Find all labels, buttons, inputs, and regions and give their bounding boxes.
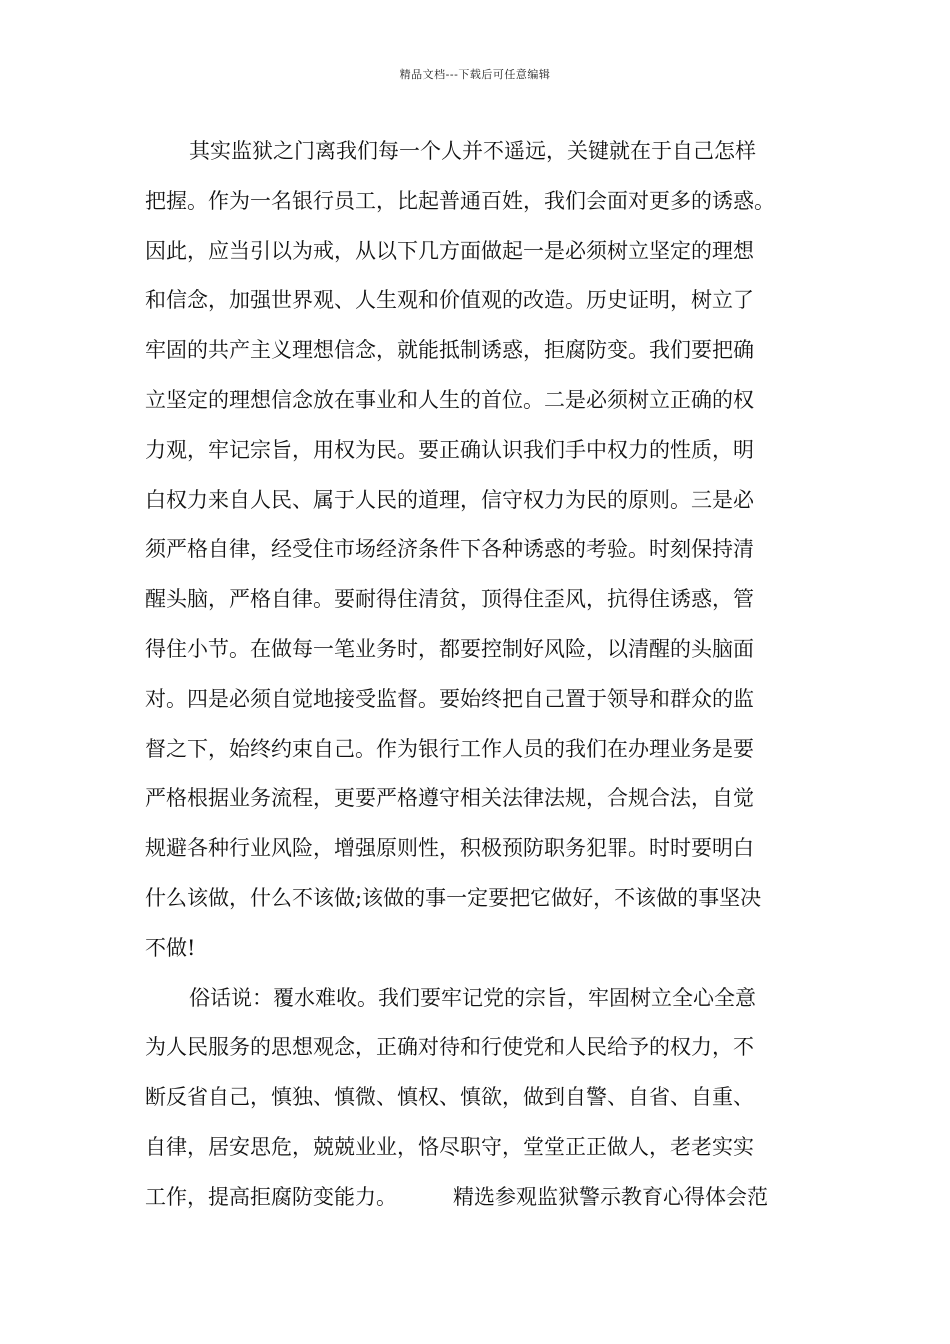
text-line: 断反省自己，慎独、慎微、慎权、慎欲，做到自警、自省、自重、 [145,1085,754,1110]
text-line: 醒头脑，严格自律。要耐得住清贫，顶得住歪风，抗得住诱惑，管 [145,587,754,612]
text-line: 督之下，始终约束自己。作为银行工作人员的我们在办理业务是要 [145,736,754,761]
text-line: 立坚定的理想信念放在事业和人生的首位。二是必须树立正确的权 [145,387,754,412]
text-line: 其实监狱之门离我们每一个人并不遥远，关键就在于自己怎样 [189,139,756,163]
text-line: 因此，应当引以为戒，从以下几方面做起一是必须树立坚定的理想 [145,238,754,263]
text-line: 规避各种行业风险，增强原则性，积极预防职务犯罪。时时要明白 [145,836,754,861]
text-line: 把握。作为一名银行员工，比起普通百姓，我们会面对更多的诱惑。 [145,188,775,213]
paragraph-2 [145,974,810,1223]
text-segment: 工作，提高拒腐防变能力。 [145,1184,397,1209]
text-line: 须严格自律，经受住市场经济条件下各种诱惑的考验。时刻保持清 [145,537,754,562]
text-line: 不做! [145,935,196,960]
text-line: 什么该做，什么不该做;该做的事一定要把它做好，不该做的事坚决 [145,885,762,910]
text-line: 俗话说：覆水难收。我们要牢记党的宗旨，牢固树立全心全意 [189,985,756,1010]
text-line: 和信念，加强世界观、人生观和价值观的改造。历史证明，树立了 [145,288,754,313]
paragraph-1 [145,127,810,974]
document-body [145,127,810,1223]
text-line: 严格根据业务流程，更要严格遵守相关法律法规，合规合法，自觉 [145,786,754,811]
text-line: 得住小节。在做每一笔业务时，都要控制好风险，以清醒的头脑面 [145,636,754,661]
text-line: 白权力来自人民、属于人民的道理，信守权力为民的原则。三是必 [145,487,754,512]
page-header: 精品文档---下载后可任意编辑 [399,68,551,81]
text-line: 为人民服务的思想观念，正确对待和行使党和人民给予的权力，不 [145,1035,754,1060]
text-line-last [145,1173,810,1223]
text-line: 对。四是必须自觉地接受监督。要始终把自己置于领导和群众的监 [145,686,754,711]
text-line: 自律，居安思危，兢兢业业，恪尽职守，堂堂正正做人，老老实实 [145,1134,754,1159]
text-line: 力观，牢记宗旨，用权为民。要正确认识我们手中权力的性质，明 [145,437,754,462]
text-segment: 精选参观监狱警示教育心得体会范 [453,1184,768,1209]
text-line: 牢固的共产主义理想信念，就能抵制诱惑，拒腐防变。我们要把确 [145,338,754,363]
